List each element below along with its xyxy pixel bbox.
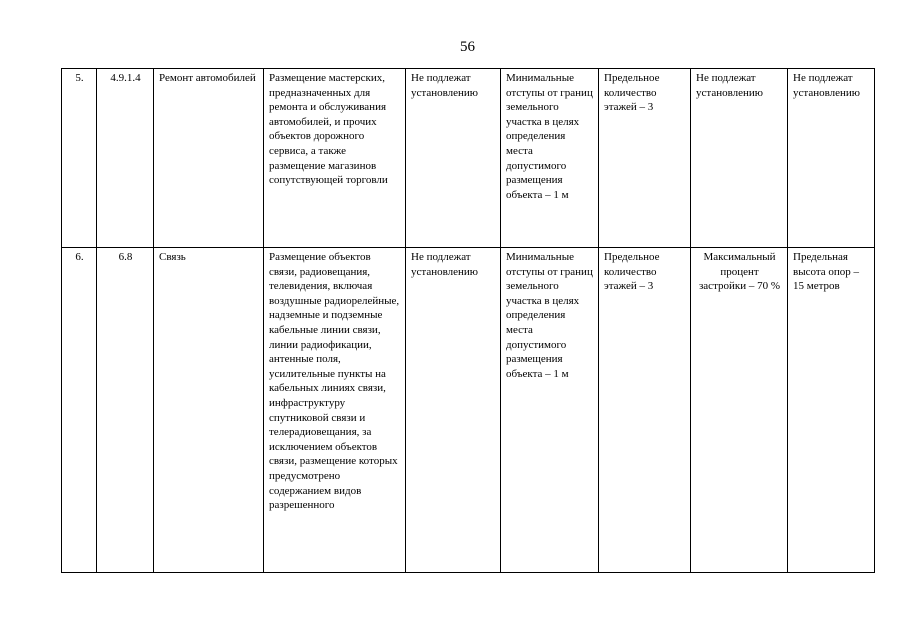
page-number: 56 — [460, 39, 475, 55]
parameter-cell: Не подлежат установлению — [406, 69, 501, 248]
setback-cell: Минимальные отступы от границ земельного участка в целях определения места допустимого размещения объекта – 1 м — [501, 248, 599, 573]
floors-cell: Предельное количество этажей – 3 — [599, 69, 691, 248]
height-cell: Предельная высота опор – 15 метров — [788, 248, 875, 573]
row-number: 5. — [62, 69, 97, 248]
use-description: Размещение мастерских, предназначенных для ремонта и обслуживания автомобилей, и прочих объектов дорожного сервиса, а также размещение магазинов сопутствующей торговли — [264, 69, 406, 248]
table-row — [62, 69, 875, 248]
land-use-table — [61, 68, 875, 573]
use-name: Связь — [154, 248, 264, 573]
use-code: 6.8 — [97, 248, 154, 573]
table-row — [62, 248, 875, 573]
use-code: 4.9.1.4 — [97, 69, 154, 248]
setback-cell: Минимальные отступы от границ земельного участка в целях определения места допустимого размещения объекта – 1 м — [501, 69, 599, 248]
use-name: Ремонт автомобилей — [154, 69, 264, 248]
use-description: Размещение объектов связи, радиовещания, телевидения, включая воздушные радиорелейные, надземные и подземные кабельные линии связи, линии радиофикации, антенные поля, усилительные пункты на кабельных линиях связи, инфраструктуру спутниковой связи и телерадиовещания, за исключением объектов связи, размещение которых предусмотрено содержанием видов разрешенного — [264, 248, 406, 573]
coverage-cell: Не подлежат установлению — [691, 69, 788, 248]
floors-cell: Предельное количество этажей – 3 — [599, 248, 691, 573]
row-number: 6. — [62, 248, 97, 573]
coverage-cell: Максимальный процент застройки – 70 % — [691, 248, 788, 573]
parameter-cell: Не подлежат установлению — [406, 248, 501, 573]
height-cell: Не подлежат установлению — [788, 69, 875, 248]
